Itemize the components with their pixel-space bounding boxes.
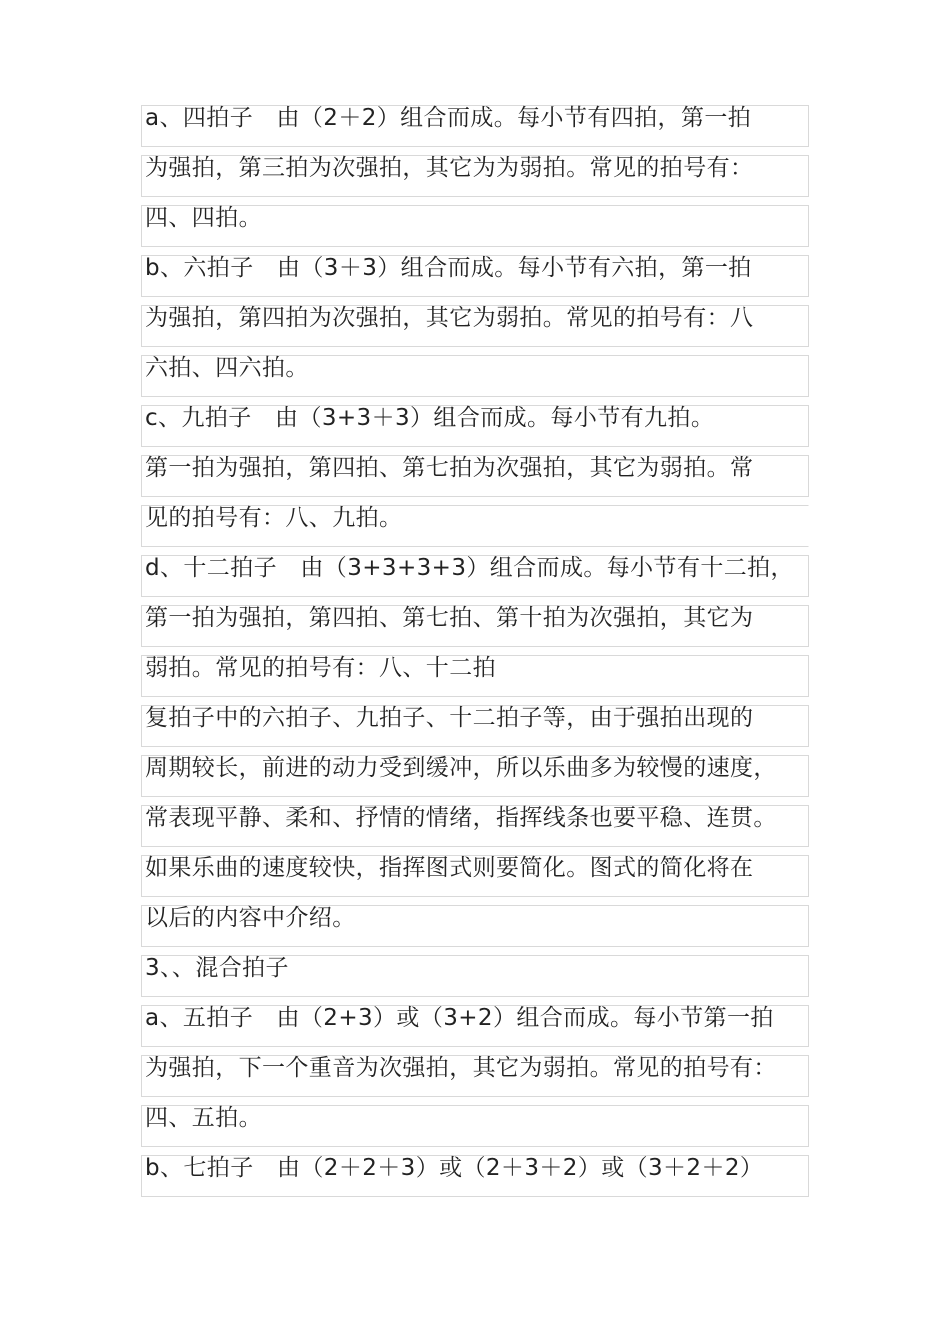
text-line [141, 195, 809, 245]
text-line [141, 945, 809, 995]
text-line [141, 495, 809, 545]
line-text: 六拍、四六拍。 [145, 355, 309, 381]
text-line [141, 1095, 809, 1145]
text-line [141, 95, 809, 145]
line-text: 见的拍号有：八、九拍。 [145, 505, 403, 531]
text-line [141, 795, 809, 845]
line-text: 复拍子中的六拍子、九拍子、十二拍子等，由于强拍出现的 [145, 705, 754, 731]
text-block [141, 95, 809, 1195]
line-text: 第一拍为强拍，第四拍、第七拍、第十拍为次强拍，其它为 [145, 605, 754, 631]
line-text: 四、五拍。 [145, 1105, 262, 1131]
text-line [141, 595, 809, 645]
text-line [141, 345, 809, 395]
text-line [141, 445, 809, 495]
line-text: 如果乐曲的速度较快，指挥图式则要简化。图式的简化将在 [145, 855, 754, 881]
text-line [141, 745, 809, 795]
line-text: 常表现平静、柔和、抒情的情绪，指挥线条也要平稳、连贯。 [145, 805, 777, 831]
line-text: c、九拍子 由（3+3＋3）组合而成。每小节有九拍。 [145, 405, 715, 431]
line-text: 四、四拍。 [145, 205, 262, 231]
text-line [141, 695, 809, 745]
line-text: 3、、混合拍子 [145, 955, 289, 981]
line-text: b、七拍子 由（2＋2＋3）或（2＋3＋2）或（3＋2＋2） [145, 1155, 764, 1181]
text-line [141, 245, 809, 295]
line-text: 以后的内容中介绍。 [145, 905, 356, 931]
line-text: d、十二拍子 由（3+3+3+3）组合而成。每小节有十二拍， [145, 555, 794, 581]
text-line [141, 845, 809, 895]
text-line [141, 895, 809, 945]
line-text: 周期较长，前进的动力受到缓冲，所以乐曲多为较慢的速度， [145, 755, 777, 781]
line-text: 为强拍，下一个重音为次强拍，其它为弱拍。常见的拍号有： [145, 1055, 777, 1081]
text-line [141, 395, 809, 445]
text-line [141, 145, 809, 195]
line-text: b、六拍子 由（3＋3）组合而成。每小节有六拍，第一拍 [145, 255, 752, 281]
text-line [141, 545, 809, 595]
text-line [141, 1045, 809, 1095]
text-line [141, 295, 809, 345]
line-text: 第一拍为强拍，第四拍、第七拍为次强拍，其它为弱拍。常 [145, 455, 754, 481]
text-line [141, 645, 809, 695]
line-text: 为强拍，第三拍为次强拍，其它为为弱拍。常见的拍号有： [145, 155, 754, 181]
line-text: a、四拍子 由（2＋2）组合而成。每小节有四拍，第一拍 [145, 105, 752, 131]
text-line [141, 995, 809, 1045]
line-text: 为强拍，第四拍为次强拍，其它为弱拍。常见的拍号有：八 [145, 305, 754, 331]
line-text: 弱拍。常见的拍号有：八、十二拍 [145, 655, 496, 681]
text-line [141, 1145, 809, 1195]
line-text: a、五拍子 由（2+3）或（3+2）组合而成。每小节第一拍 [145, 1005, 774, 1031]
